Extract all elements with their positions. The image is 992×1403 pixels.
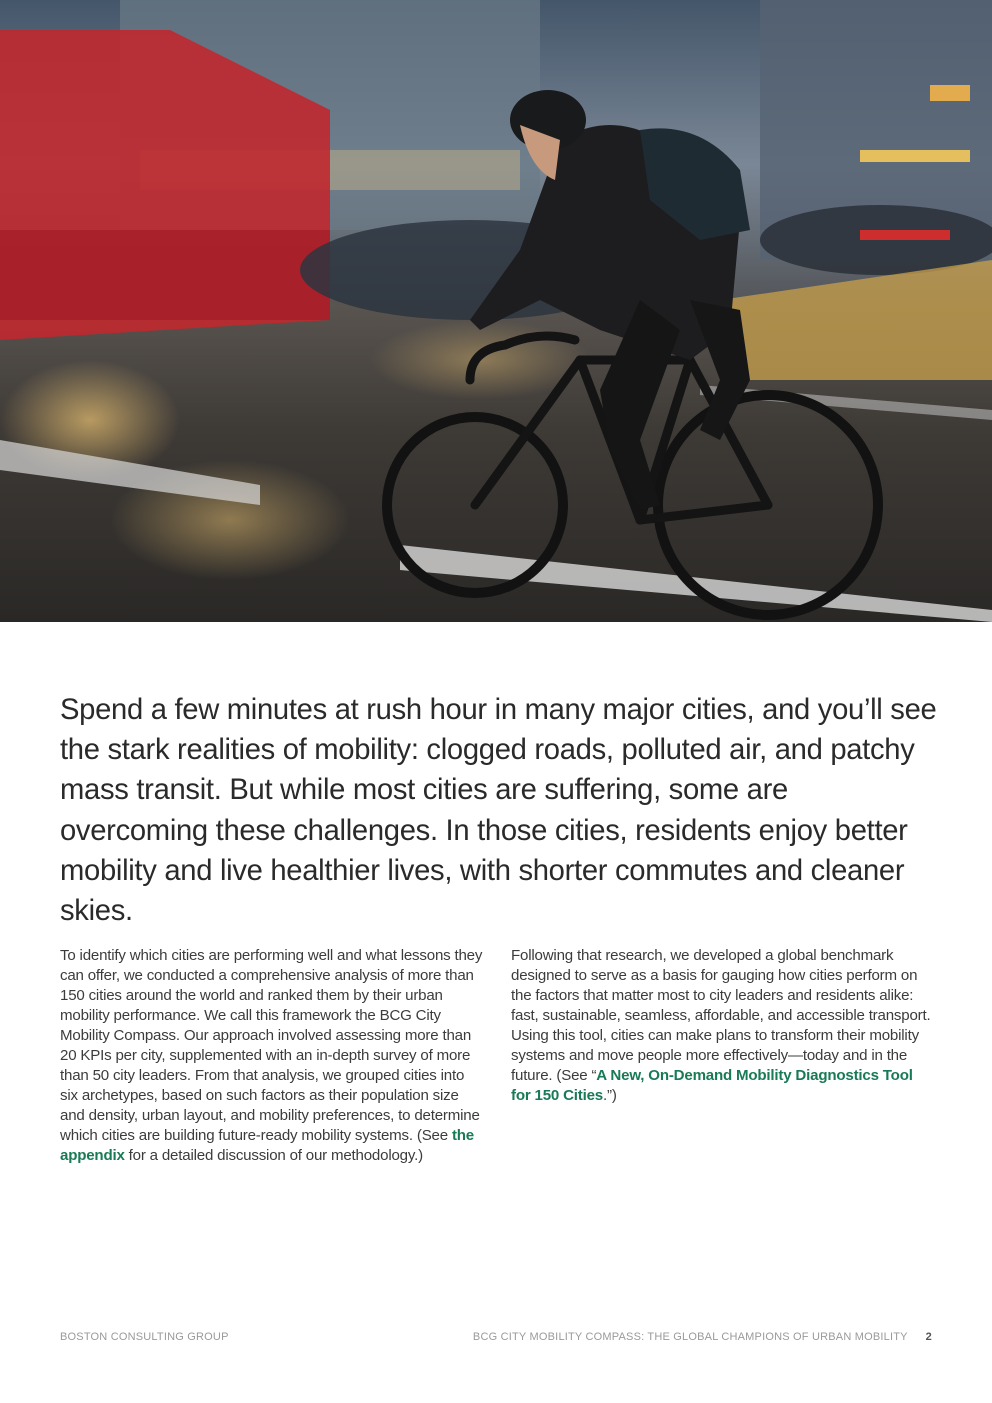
- body-left-text: To identify which cities are performing well and what lessons they can offer, we conducted a comprehensive analysis of more than 150 cities around the world and ranked them by their urban mobility performance. We call this framework the BCG City Mobility Compass. Our approach involved assessing more than 20 KPIs per city, supplemented with an in-depth survey of more than 50 city leaders. From that analysis, we grouped cities into six archetypes, based on such factors as their population size and density, urban layout, and mobility preferences, to determine which cities are building future-ready mobility systems. (See: [60, 947, 483, 1144]
- footer-publisher: BOSTON CONSULTING GROUP: [60, 1331, 229, 1343]
- footer-title-text: BCG CITY MOBILITY COMPASS: THE GLOBAL CHAMPIONS OF URBAN MOBILITY: [472, 1331, 908, 1343]
- body-left-text-end: for a detailed discussion of our methodology.): [124, 1147, 423, 1164]
- footer-report-title: [473, 1331, 932, 1343]
- hero-photo: [0, 0, 992, 622]
- lead-paragraph: Spend a few minutes at rush hour in many major cities, and you’ll see the stark realities of mobility: clogged roads, polluted air, and patchy mass transit. But while most cities are suffering, some are overcoming these challenges. In those cities, residents enjoy better mobility and live healthier lives, with shorter commutes and cleaner skies.: [60, 694, 937, 928]
- body-column-left: [60, 946, 485, 1166]
- appendix-link[interactable]: the appendix: [60, 1127, 474, 1164]
- diagnostics-tool-link[interactable]: A New, On-Demand Mobility Diagnostics Tool for 150 Cities: [511, 1067, 913, 1104]
- cyclist-photo-illustration: [0, 0, 992, 622]
- body-right-text: Following that research, we developed a global benchmark designed to serve as a basis for gauging how cities perform on the factors that matter most to city leaders and residents alike: fast, sustainable, seamless, affordable, and accessible transport. Using this tool, cities can make plans to transform their mobility systems and move people more effectively—today and in the future. (See “: [511, 947, 931, 1084]
- body-right-text-end: .”): [603, 1087, 617, 1104]
- page-number: 2: [925, 1331, 932, 1343]
- body-column-right: [511, 946, 936, 1106]
